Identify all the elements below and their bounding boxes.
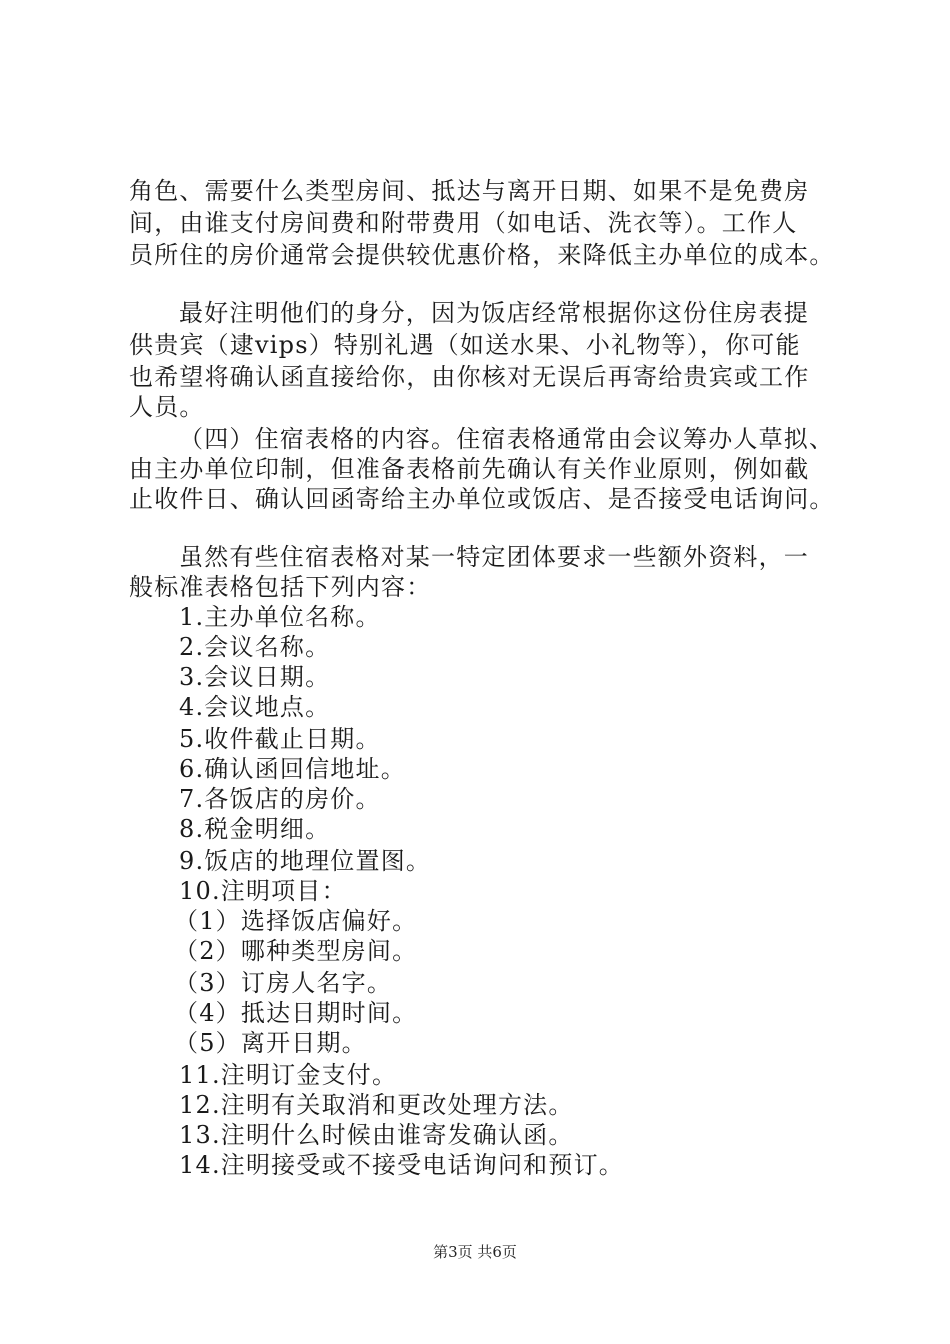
list-item-9: 9.饭店的地理位置图。 <box>179 847 432 875</box>
paragraph-3-line-1: （四）住宿表格的内容。住宿表格通常由会议筹办人草拟、 <box>179 425 835 453</box>
list-item-14: 14.注明接受或不接受电话询问和预订。 <box>179 1151 624 1179</box>
list-subitem-3: （3）订房人名字。 <box>174 969 393 997</box>
page-number-footer: 第3页 共6页 <box>433 1243 517 1261</box>
list-subitem-1: （1）选择饭店偏好。 <box>174 907 418 935</box>
list-subitem-2: （2）哪种类型房间。 <box>174 937 418 965</box>
list-item-10: 10.注明项目： <box>179 877 347 905</box>
paragraph-1-line-2: 间，由谁支付房间费和附带费用（如电话、洗衣等）。工作人 <box>129 209 798 237</box>
list-item-8: 8.税金明细。 <box>179 815 331 843</box>
paragraph-4-line-1: 虽然有些住宿表格对某一特定团体要求一些额外资料，一 <box>179 543 809 571</box>
paragraph-3-line-3: 止收件日、确认回函寄给主办单位或饭店、是否接受电话询问。 <box>129 485 835 513</box>
list-item-12: 12.注明有关取消和更改处理方法。 <box>179 1091 574 1119</box>
paragraph-1-line-3: 员所住的房价通常会提供较优惠价格，来降低主办单位的成本。 <box>129 241 835 269</box>
list-item-3: 3.会议日期。 <box>179 663 331 691</box>
list-item-6: 6.确认函回信地址。 <box>179 755 406 783</box>
paragraph-4-line-2: 般标准表格包括下列内容： <box>129 573 432 601</box>
list-item-2: 2.会议名称。 <box>179 633 331 661</box>
list-item-13: 13.注明什么时候由谁寄发确认函。 <box>179 1121 574 1149</box>
list-item-1: 1.主办单位名称。 <box>179 603 381 631</box>
paragraph-2-line-2: 供贵宾（逮vips）特别礼遇（如送水果、小礼物等），你可能 <box>129 331 801 359</box>
paragraph-1-line-1: 角色、需要什么类型房间、抵达与离开日期、如果不是免费房 <box>129 177 810 205</box>
list-subitem-4: （4）抵达日期时间。 <box>174 999 418 1027</box>
list-item-7: 7.各饭店的房价。 <box>179 785 381 813</box>
paragraph-2-line-1: 最好注明他们的身分，因为饭店经常根据你这份住房表提 <box>179 299 809 327</box>
list-item-5: 5.收件截止日期。 <box>179 725 381 753</box>
paragraph-2-line-4: 人员。 <box>129 393 205 421</box>
paragraph-2-line-3: 也希望将确认函直接给你，由你核对无误后再寄给贵宾或工作 <box>129 363 810 391</box>
list-item-4: 4.会议地点。 <box>179 693 331 721</box>
paragraph-3-line-2: 由主办单位印制，但准备表格前先确认有关作业原则，例如截 <box>129 455 810 483</box>
list-item-11: 11.注明订金支付。 <box>179 1061 398 1089</box>
list-subitem-5: （5）离开日期。 <box>174 1029 367 1057</box>
